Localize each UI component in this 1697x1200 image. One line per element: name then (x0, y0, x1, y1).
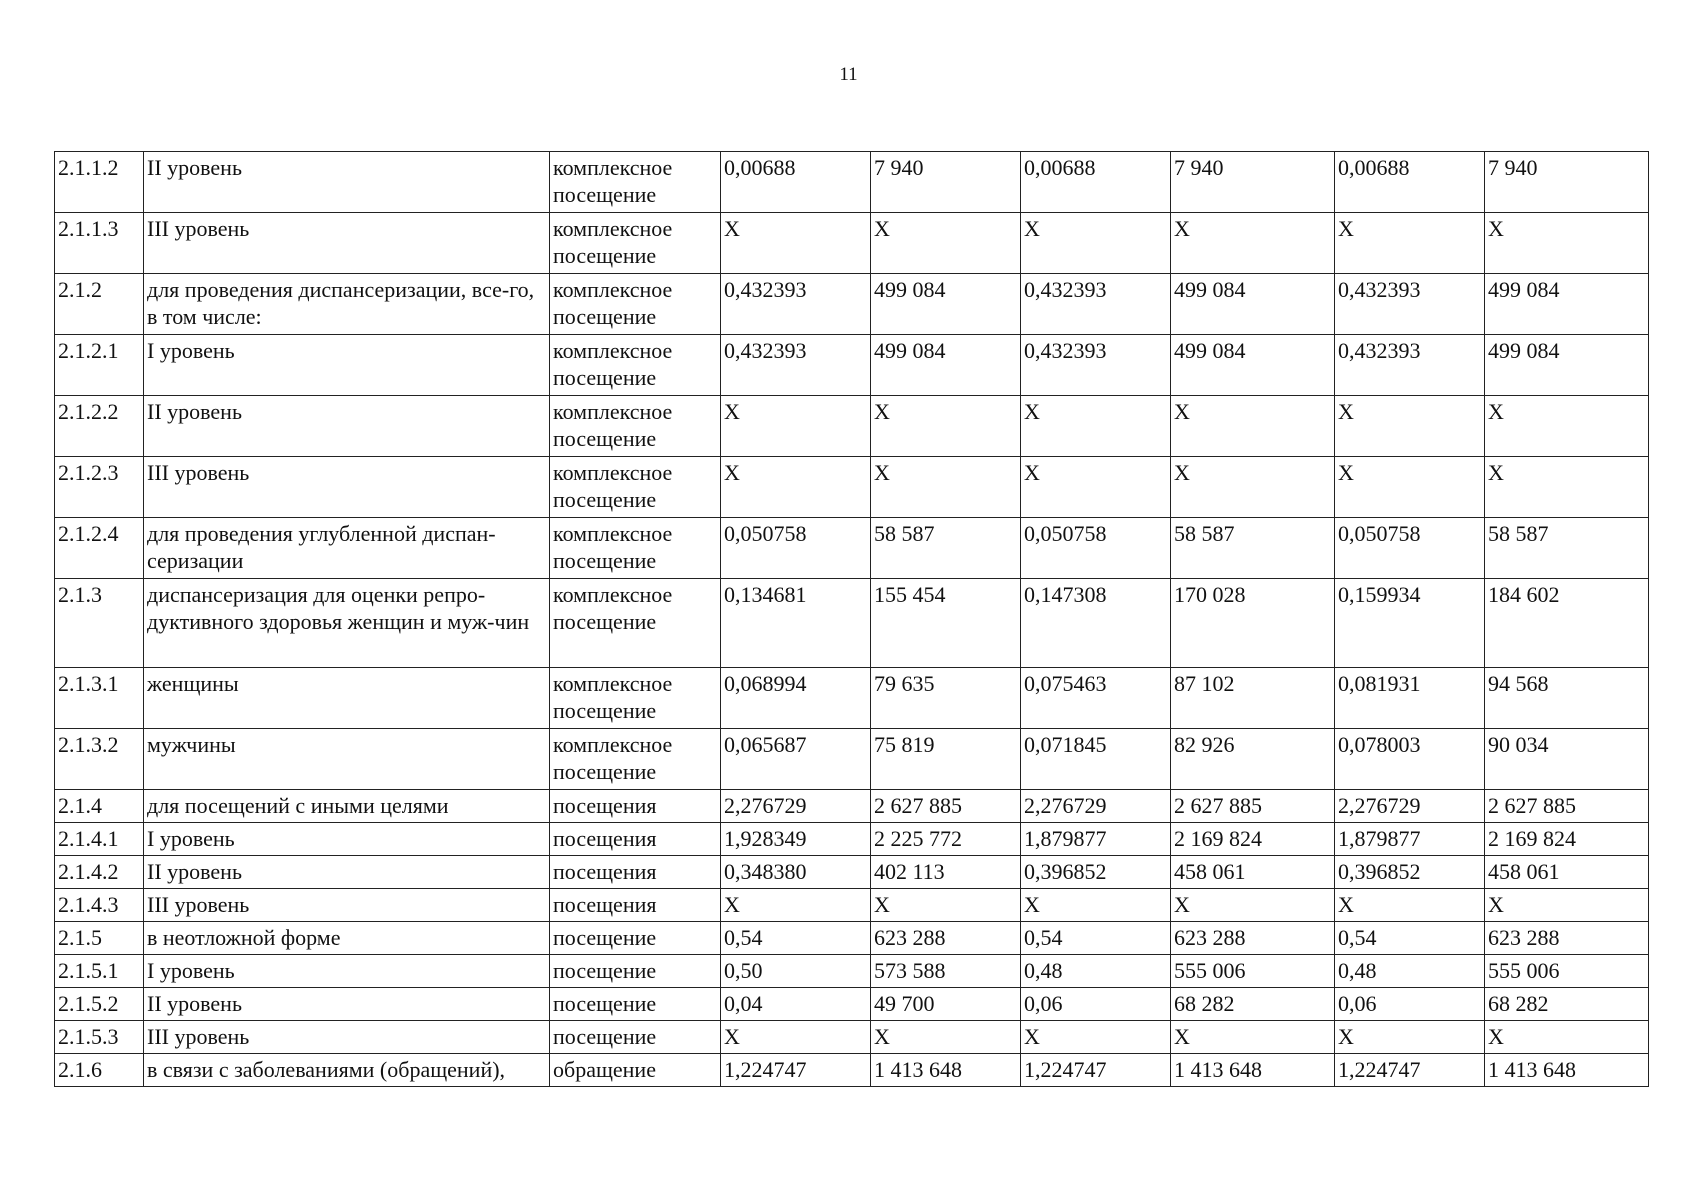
volume-2026-cell: 2 169 824 (1171, 823, 1335, 856)
norm-2026-cell: 0,147308 (1021, 579, 1171, 668)
table-row (55, 152, 1649, 213)
table-row (55, 823, 1649, 856)
norm-2025-cell: X (721, 889, 871, 922)
volume-2027-cell: 90 034 (1485, 729, 1649, 790)
norm-2025-cell: 0,04 (721, 988, 871, 1021)
norm-2027-cell: 0,06 (1335, 988, 1485, 1021)
volume-2027-cell: 499 084 (1485, 335, 1649, 396)
table-body (55, 152, 1649, 1087)
unit-cell: комплексное посещение (550, 579, 721, 668)
code-cell: 2.1.3.1 (55, 668, 144, 729)
norm-2027-cell: 0,432393 (1335, 274, 1485, 335)
norm-2027-cell: 0,050758 (1335, 518, 1485, 579)
volume-2026-cell: 499 084 (1171, 335, 1335, 396)
norm-2025-cell: 2,276729 (721, 790, 871, 823)
volume-2025-cell: 49 700 (871, 988, 1021, 1021)
volume-2026-cell: 58 587 (1171, 518, 1335, 579)
norm-2027-cell: X (1335, 396, 1485, 457)
volume-2025-cell: X (871, 396, 1021, 457)
unit-cell: посещение (550, 1021, 721, 1054)
volume-2025-cell: 402 113 (871, 856, 1021, 889)
volume-2026-cell: X (1171, 889, 1335, 922)
norm-2026-cell: 0,396852 (1021, 856, 1171, 889)
table-row (55, 668, 1649, 729)
norm-2025-cell: X (721, 1021, 871, 1054)
name-cell: для проведения диспансеризации, все-го, в том числе: (144, 274, 550, 335)
norm-2026-cell: 0,432393 (1021, 274, 1171, 335)
name-cell: диспансеризация для оценки репро-дуктивного здоровья женщин и муж-чин (144, 579, 550, 668)
code-cell: 2.1.4.1 (55, 823, 144, 856)
code-cell: 2.1.4.2 (55, 856, 144, 889)
norm-2025-cell: 0,065687 (721, 729, 871, 790)
volume-2026-cell: 87 102 (1171, 668, 1335, 729)
unit-cell: комплексное посещение (550, 518, 721, 579)
norm-2026-cell: X (1021, 1021, 1171, 1054)
volume-2027-cell: 2 169 824 (1485, 823, 1649, 856)
volume-2025-cell: 58 587 (871, 518, 1021, 579)
norm-2025-cell: X (721, 396, 871, 457)
volume-2027-cell: X (1485, 457, 1649, 518)
table-row (55, 922, 1649, 955)
name-cell: I уровень (144, 823, 550, 856)
name-cell: III уровень (144, 1021, 550, 1054)
unit-cell: комплексное посещение (550, 335, 721, 396)
unit-cell: посещения (550, 823, 721, 856)
volume-2026-cell: 499 084 (1171, 274, 1335, 335)
norm-2026-cell: 0,00688 (1021, 152, 1171, 213)
norm-2027-cell: X (1335, 889, 1485, 922)
volume-2026-cell: 7 940 (1171, 152, 1335, 213)
volume-2027-cell: 458 061 (1485, 856, 1649, 889)
norm-2025-cell: 0,432393 (721, 335, 871, 396)
unit-cell: комплексное посещение (550, 152, 721, 213)
volume-2027-cell: 1 413 648 (1485, 1054, 1649, 1087)
page-number: 11 (839, 64, 858, 85)
norm-2025-cell: 0,54 (721, 922, 871, 955)
volume-2025-cell: 2 627 885 (871, 790, 1021, 823)
unit-cell: комплексное посещение (550, 668, 721, 729)
volume-2027-cell: 555 006 (1485, 955, 1649, 988)
norm-2027-cell: 0,54 (1335, 922, 1485, 955)
norm-2027-cell: 1,224747 (1335, 1054, 1485, 1087)
code-cell: 2.1.5.3 (55, 1021, 144, 1054)
volume-2026-cell: 623 288 (1171, 922, 1335, 955)
volume-2026-cell: 82 926 (1171, 729, 1335, 790)
volume-2027-cell: 68 282 (1485, 988, 1649, 1021)
norm-2025-cell: 0,050758 (721, 518, 871, 579)
volume-2026-cell: X (1171, 1021, 1335, 1054)
norm-2027-cell: X (1335, 1021, 1485, 1054)
volume-2025-cell: 573 588 (871, 955, 1021, 988)
norm-2026-cell: 0,432393 (1021, 335, 1171, 396)
volume-2027-cell: 499 084 (1485, 274, 1649, 335)
norm-2025-cell: 0,50 (721, 955, 871, 988)
unit-cell: посещения (550, 856, 721, 889)
norm-2026-cell: 1,879877 (1021, 823, 1171, 856)
norm-2026-cell: 2,276729 (1021, 790, 1171, 823)
table-row (55, 213, 1649, 274)
norm-2025-cell: X (721, 213, 871, 274)
name-cell: III уровень (144, 889, 550, 922)
name-cell: для проведения углубленной диспан-серизации (144, 518, 550, 579)
norm-2027-cell: X (1335, 457, 1485, 518)
norm-2027-cell: X (1335, 213, 1485, 274)
norm-2027-cell: 2,276729 (1335, 790, 1485, 823)
norm-2025-cell: X (721, 457, 871, 518)
name-cell: женщины (144, 668, 550, 729)
norm-2025-cell: 0,134681 (721, 579, 871, 668)
norm-2026-cell: 0,54 (1021, 922, 1171, 955)
norm-2027-cell: 0,081931 (1335, 668, 1485, 729)
code-cell: 2.1.2 (55, 274, 144, 335)
table-row (55, 889, 1649, 922)
volume-2027-cell: 184 602 (1485, 579, 1649, 668)
volume-2026-cell: 170 028 (1171, 579, 1335, 668)
unit-cell: комплексное посещение (550, 396, 721, 457)
code-cell: 2.1.5 (55, 922, 144, 955)
name-cell: I уровень (144, 335, 550, 396)
volume-2025-cell: X (871, 889, 1021, 922)
norm-2025-cell: 0,068994 (721, 668, 871, 729)
unit-cell: обращение (550, 1054, 721, 1087)
norm-2025-cell: 0,432393 (721, 274, 871, 335)
unit-cell: комплексное посещение (550, 213, 721, 274)
volume-2025-cell: 1 413 648 (871, 1054, 1021, 1087)
name-cell: в неотложной форме (144, 922, 550, 955)
table-row (55, 856, 1649, 889)
volume-2027-cell: 94 568 (1485, 668, 1649, 729)
norm-2025-cell: 1,928349 (721, 823, 871, 856)
volume-2026-cell: 555 006 (1171, 955, 1335, 988)
volume-2027-cell: 7 940 (1485, 152, 1649, 213)
norm-2027-cell: 1,879877 (1335, 823, 1485, 856)
norm-2026-cell: 0,050758 (1021, 518, 1171, 579)
volume-2025-cell: X (871, 457, 1021, 518)
code-cell: 2.1.2.2 (55, 396, 144, 457)
table-row (55, 396, 1649, 457)
volume-2026-cell: X (1171, 213, 1335, 274)
table-row (55, 274, 1649, 335)
table-row (55, 1021, 1649, 1054)
volume-2027-cell: 623 288 (1485, 922, 1649, 955)
volume-2027-cell: X (1485, 889, 1649, 922)
volume-2026-cell: X (1171, 457, 1335, 518)
unit-cell: комплексное посещение (550, 457, 721, 518)
name-cell: мужчины (144, 729, 550, 790)
volume-2025-cell: 79 635 (871, 668, 1021, 729)
unit-cell: посещения (550, 790, 721, 823)
volume-2025-cell: 2 225 772 (871, 823, 1021, 856)
norm-2026-cell: X (1021, 889, 1171, 922)
volume-2025-cell: 623 288 (871, 922, 1021, 955)
name-cell: III уровень (144, 457, 550, 518)
code-cell: 2.1.4.3 (55, 889, 144, 922)
name-cell: II уровень (144, 856, 550, 889)
volume-2027-cell: X (1485, 1021, 1649, 1054)
volume-2027-cell: X (1485, 396, 1649, 457)
norm-2026-cell: X (1021, 396, 1171, 457)
norm-2025-cell: 0,348380 (721, 856, 871, 889)
volume-2026-cell: X (1171, 396, 1335, 457)
volume-2025-cell: 7 940 (871, 152, 1021, 213)
volume-2026-cell: 1 413 648 (1171, 1054, 1335, 1087)
code-cell: 2.1.3.2 (55, 729, 144, 790)
norm-2026-cell: 0,075463 (1021, 668, 1171, 729)
volume-2025-cell: 155 454 (871, 579, 1021, 668)
volume-2025-cell: 499 084 (871, 274, 1021, 335)
unit-cell: посещение (550, 922, 721, 955)
code-cell: 2.1.5.2 (55, 988, 144, 1021)
norm-2027-cell: 0,48 (1335, 955, 1485, 988)
volume-2027-cell: 2 627 885 (1485, 790, 1649, 823)
name-cell: I уровень (144, 955, 550, 988)
norm-2027-cell: 0,159934 (1335, 579, 1485, 668)
volume-2025-cell: 75 819 (871, 729, 1021, 790)
code-cell: 2.1.1.2 (55, 152, 144, 213)
volume-2026-cell: 2 627 885 (1171, 790, 1335, 823)
table-row (55, 988, 1649, 1021)
norm-2025-cell: 1,224747 (721, 1054, 871, 1087)
table-row (55, 518, 1649, 579)
table-row (55, 955, 1649, 988)
norm-2026-cell: 0,48 (1021, 955, 1171, 988)
unit-cell: комплексное посещение (550, 274, 721, 335)
norm-2026-cell: X (1021, 457, 1171, 518)
name-cell: II уровень (144, 152, 550, 213)
table-row (55, 729, 1649, 790)
name-cell: для посещений с иными целями (144, 790, 550, 823)
code-cell: 2.1.4 (55, 790, 144, 823)
norm-2027-cell: 0,432393 (1335, 335, 1485, 396)
table-row (55, 457, 1649, 518)
norm-2026-cell: 1,224747 (1021, 1054, 1171, 1087)
norm-2027-cell: 0,00688 (1335, 152, 1485, 213)
norm-2026-cell: X (1021, 213, 1171, 274)
code-cell: 2.1.3 (55, 579, 144, 668)
unit-cell: посещение (550, 988, 721, 1021)
volume-2025-cell: 499 084 (871, 335, 1021, 396)
table-row (55, 335, 1649, 396)
volume-2026-cell: 68 282 (1171, 988, 1335, 1021)
table-row (55, 790, 1649, 823)
unit-cell: комплексное посещение (550, 729, 721, 790)
code-cell: 2.1.6 (55, 1054, 144, 1087)
norm-2027-cell: 0,078003 (1335, 729, 1485, 790)
volume-2027-cell: 58 587 (1485, 518, 1649, 579)
table-row (55, 579, 1649, 668)
code-cell: 2.1.2.4 (55, 518, 144, 579)
code-cell: 2.1.5.1 (55, 955, 144, 988)
name-cell: II уровень (144, 396, 550, 457)
norm-2026-cell: 0,071845 (1021, 729, 1171, 790)
norm-2027-cell: 0,396852 (1335, 856, 1485, 889)
norm-2026-cell: 0,06 (1021, 988, 1171, 1021)
volume-2026-cell: 458 061 (1171, 856, 1335, 889)
code-cell: 2.1.2.1 (55, 335, 144, 396)
table-row (55, 1054, 1649, 1087)
data-table (54, 151, 1649, 1087)
name-cell: II уровень (144, 988, 550, 1021)
name-cell: III уровень (144, 213, 550, 274)
code-cell: 2.1.2.3 (55, 457, 144, 518)
norm-2025-cell: 0,00688 (721, 152, 871, 213)
volume-2025-cell: X (871, 1021, 1021, 1054)
code-cell: 2.1.1.3 (55, 213, 144, 274)
volume-2025-cell: X (871, 213, 1021, 274)
unit-cell: посещение (550, 955, 721, 988)
unit-cell: посещения (550, 889, 721, 922)
volume-2027-cell: X (1485, 213, 1649, 274)
name-cell: в связи с заболеваниями (обращений), (144, 1054, 550, 1087)
